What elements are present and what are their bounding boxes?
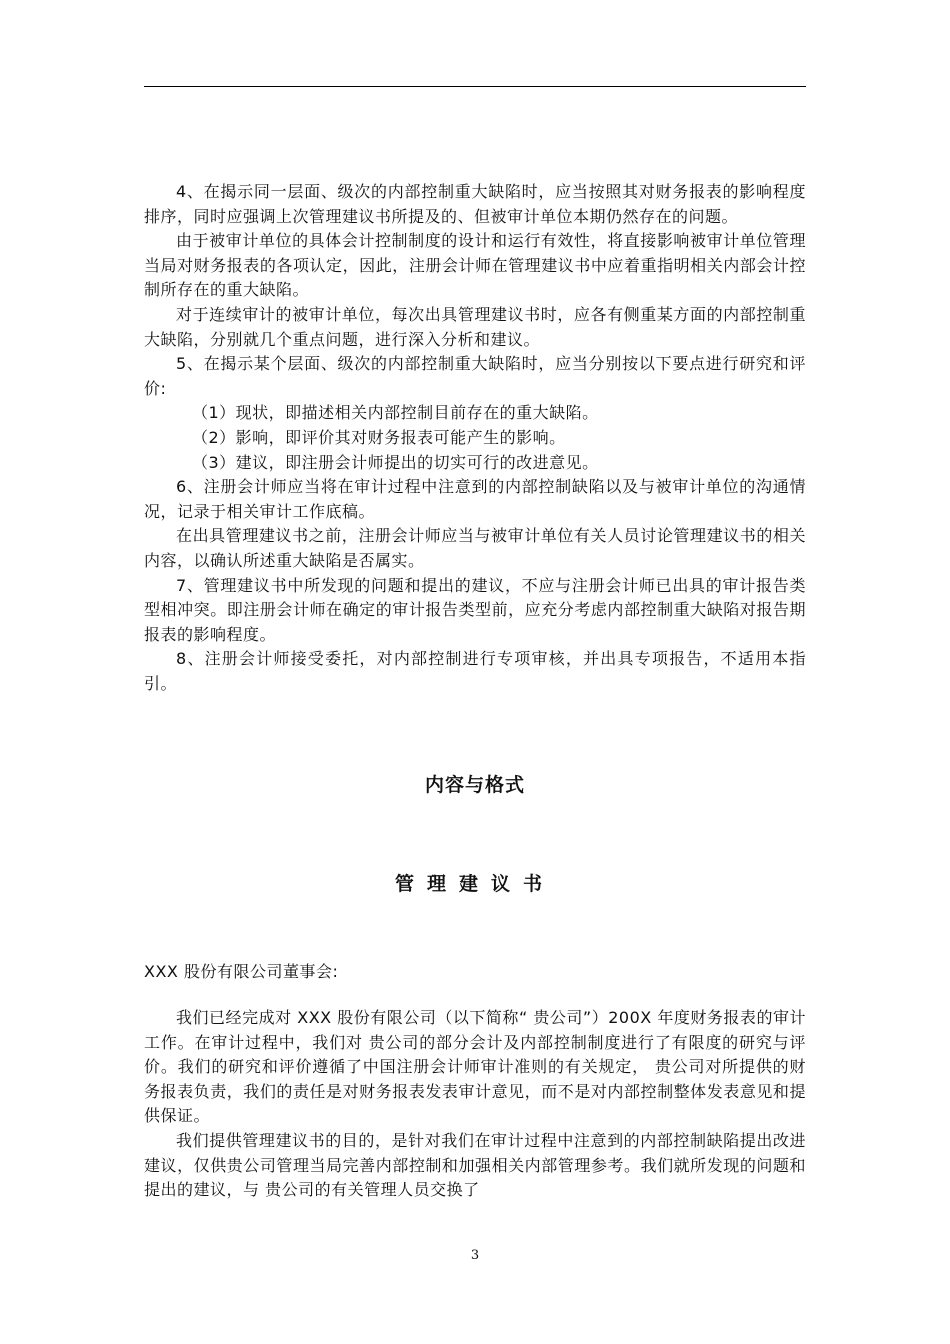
heading-letter-title: 管理建议书 [394, 873, 555, 895]
paragraph: 对于连续审计的被审计单位，每次出具管理建议书时，应各有侧重某方面的内部控制重大缺陷，分别就几个重点问题，进行深入分析和建议。 [144, 304, 806, 349]
sub-item-2: （2）影响，即评价其对财务报表可能产生的影响。 [192, 427, 566, 447]
paragraph-item-7: 7、管理建议书中所发现的问题和提出的建议，不应与注册会计师已出具的审计报告类型相冲突。即注册会计师在确定的审计报告类型前，应充分考虑内部控制重大缺陷对报告期报表的影响程度。 [144, 575, 806, 644]
heading-content-format: 内容与格式 [424, 774, 525, 796]
sub-item-3: （3）建议，即注册会计师提出的切实可行的改进意见。 [192, 452, 599, 472]
letter-salutation-block [144, 960, 806, 985]
page-number: 3 [470, 1248, 480, 1263]
paragraph: 在出具管理建议书之前，注册会计师应当与被审计单位有关人员讨论管理建议书的相关内容，以确认所述重大缺陷是否属实。 [144, 526, 806, 570]
paragraph-item-6: 6、注册会计师应当将在审计过程中注意到的内部控制缺陷以及与被审计单位的沟通情况，记录于相关审计工作底稿。 [144, 477, 806, 521]
letter-paragraph: 我们提供管理建议书的目的，是针对我们在审计过程中注意到的内部控制缺陷提出改进建议，仅供贵公司管理当局完善内部控制和加强相关内部管理参考。我们就所发现的问题和提出的建议，与 贵公司的有关管理人员交换了 [144, 1130, 806, 1200]
letter-paragraph: 我们已经完成对 XXX 股份有限公司（以下简称“ 贵公司”）200X 年度财务报表的审计工作。在审计过程中，我们对 贵公司的部分会计及内部控制制度进行了有限度的研究与评价。我们的研究和评价遵循了中国注册会计师审计准则的有关规定， 贵公司对所提供的财务报表负责，我们的责任是对财务报表发表审计意见，而不是对内部控制整体发表意见和提供保证。 [144, 1008, 806, 1126]
paragraph-item-5: 5、在揭示某个层面、级次的内部控制重大缺陷时，应当分别按以下要点进行研究和评价: [144, 354, 806, 398]
sub-item-1: （1）现状，即描述相关内部控制目前存在的重大缺陷。 [192, 403, 599, 423]
paragraph-item-8: 8、注册会计师接受委托，对内部控制进行专项审核，并出具专项报告，不适用本指引。 [144, 649, 806, 693]
guideline-section [144, 180, 806, 696]
letter-salutation: XXX 股份有限公司董事会: [144, 962, 339, 981]
paragraph: 由于被审计单位的具体会计控制制度的设计和运行有效性，将直接影响被审计单位管理当局对财务报表的各项认定，因此，注册会计师在管理建议书中应着重指明相关内部会计控制所存在的重大缺陷。 [144, 231, 806, 300]
paragraph-item-4: 4、在揭示同一层面、级次的内部控制重大缺陷时，应当按照其对财务报表的影响程度排序，同时应强调上次管理建议书所提及的、但被审计单位本期仍然存在的问题。 [144, 182, 806, 226]
header-rule [144, 86, 806, 87]
letter-body [144, 1006, 806, 1203]
